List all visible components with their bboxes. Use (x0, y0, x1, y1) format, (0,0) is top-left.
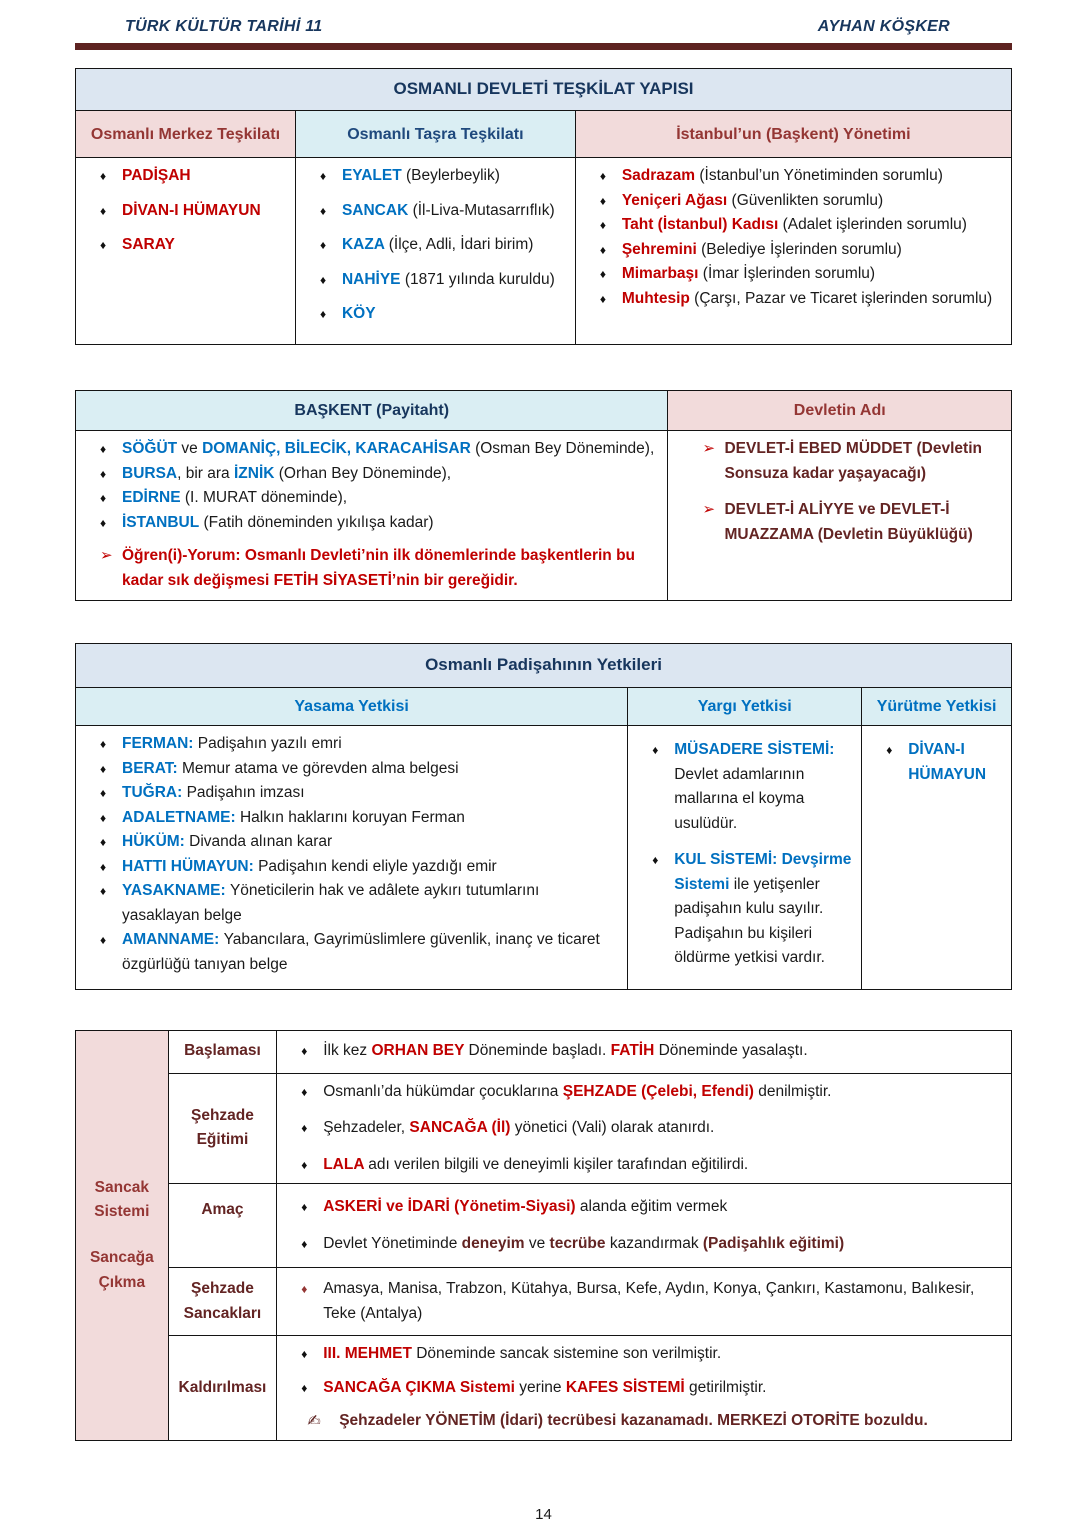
list-item (285, 1116, 1003, 1140)
row-content-sehzade-sancaklari (277, 1268, 1012, 1336)
list-item (84, 732, 619, 756)
row-label-kaldirilmasi: Kaldırılması (168, 1336, 277, 1441)
list-item (304, 164, 567, 188)
diamond-bullet-icon: ♦ (301, 1282, 308, 1297)
diamond-bullet-icon: ♦ (100, 933, 107, 948)
list-item (84, 164, 287, 188)
list-item (84, 233, 287, 257)
list-item (84, 511, 659, 535)
list-item (84, 462, 659, 486)
list-item-text: EYALET (Beylerbeylik) (341, 167, 500, 185)
diamond-bullet-icon: ♦ (301, 1044, 308, 1059)
list-item (84, 855, 619, 879)
list-item (304, 233, 567, 257)
table4-side-cell (76, 1030, 169, 1441)
list-item-text: SANCAK (İl-Liva-Mutasarrıflık) (341, 201, 555, 219)
arrow-bullet-icon: ➢ (702, 501, 716, 519)
diamond-bullet-icon: ♦ (100, 810, 107, 825)
list-item (84, 199, 287, 223)
list-item (686, 498, 1003, 547)
table2-left-cell (76, 431, 668, 601)
list-item-text: TUĞRA: Padişahın imzası (122, 784, 305, 802)
arrow-bullet-icon: ➢ (702, 440, 716, 458)
list-item (584, 262, 1003, 286)
list-item-text: YASAKNAME: Yöneticilerin hak ve adâlete aykırı tutumlarını yasaklayan belge (122, 882, 540, 924)
list-item (84, 806, 619, 830)
list-item-text: III. MEHMET Döneminde sancak sistemine son verilmiştir. (323, 1345, 722, 1363)
row-content-baslamasi (277, 1030, 1012, 1073)
list-item-text: Osmanlı’da hükümdar çocuklarına ŞEHZADE (Çelebi, Efendi) denilmiştir. (323, 1082, 832, 1100)
list-item-text: DİVAN-I HÜMAYUN (908, 741, 987, 783)
table1-col1-header: Osmanlı Merkez Teşkilatı (76, 111, 296, 158)
header-rule-divider (75, 43, 1012, 50)
table3-yasama-header: Yasama Yetkisi (76, 688, 628, 726)
diamond-bullet-icon: ♦ (100, 786, 107, 801)
list-item (285, 1342, 1003, 1366)
diamond-bullet-icon: ♦ (652, 743, 659, 758)
diamond-bullet-icon: ♦ (100, 238, 107, 253)
list-item-text: PADİŞAH (122, 167, 191, 185)
table-baskent (75, 390, 1012, 601)
list-item (84, 830, 619, 854)
list-item-text: Amasya, Manisa, Trabzon, Kütahya, Bursa, Kefe, Aydın, Konya, Çankırı, Kastamonu, Balıkesir, Teke (Antalya) (323, 1280, 975, 1322)
side-label-bottom: Sancağa Çıkma (89, 1249, 154, 1291)
sub-note-text: Şehzadeler YÖNETİM (İdari) tecrübesi kazanamadı. MERKEZİ OTORİTE bozuldu. (339, 1412, 928, 1430)
sub-note-item (285, 1409, 1003, 1434)
list-item-text: MÜSADERE SİSTEMİ: Devlet adamlarının mallarına el koyma usulüdür. (674, 741, 835, 832)
list-item-text: KUL SİSTEMİ: Devşirme Sistemi ile yetişenler padişahın kulu sayılır. Padişahın bu kişileri öldürme yetkisi vardır. (674, 851, 852, 967)
row-label-sehzade-egitimi: Şehzade Eğitimi (168, 1073, 277, 1183)
list-item (84, 879, 619, 928)
list-item (584, 164, 1003, 188)
row-label-baslamasi: Başlaması (168, 1030, 277, 1073)
diamond-bullet-icon: ♦ (599, 291, 606, 306)
list-item-text: Taht (İstanbul) Kadısı (Adalet işlerinden sorumlu) (621, 216, 967, 234)
list-item-text: BURSA, bir ara İZNİK (Orhan Bey Döneminde), (122, 464, 452, 482)
table3-title: Osmanlı Padişahının Yetkileri (76, 644, 1012, 688)
list-item-text: HATTI HÜMAYUN: Padişahın kendi eliyle yazdığı emir (122, 857, 497, 875)
list-item (84, 928, 619, 977)
list-item-text: Sadrazam (İstanbul’un Yönetiminden sorumlu) (621, 167, 943, 185)
diamond-bullet-icon: ♦ (886, 743, 893, 758)
list-item (636, 738, 853, 836)
list-item-text: SANCAĞA ÇIKMA Sistemi yerine KAFES SİSTEMİ getirilmiştir. (323, 1378, 767, 1396)
diamond-bullet-icon: ♦ (301, 1084, 308, 1099)
arrow-bullet-icon: ➢ (100, 547, 113, 565)
list-item-text: SÖĞÜT ve DOMANİÇ, BİLECİK, KARACAHİSAR (Osman Bey Döneminde), (122, 440, 655, 458)
row-label-sehzade-sancaklari: Şehzade Sancakları (168, 1268, 277, 1336)
list-item-text: Devlet Yönetiminde deneyim ve tecrübe kazandırmak (Padişahlık eğitimi) (323, 1234, 845, 1252)
diamond-bullet-icon: ♦ (599, 242, 606, 257)
diamond-bullet-icon: ♦ (301, 1236, 308, 1251)
diamond-bullet-icon: ♦ (100, 515, 107, 530)
list-item (870, 738, 1003, 787)
list-item (304, 199, 567, 223)
list-item (304, 302, 567, 326)
diamond-bullet-icon: ♦ (100, 859, 107, 874)
list-item (285, 1232, 1003, 1256)
diamond-bullet-icon: ♦ (599, 193, 606, 208)
diamond-bullet-icon: ♦ (301, 1200, 308, 1215)
list-item (285, 1080, 1003, 1104)
list-item-text: Şehzadeler, SANCAĞA (İl) yönetici (Vali) olarak atanırdı. (323, 1119, 715, 1137)
diamond-bullet-icon: ♦ (319, 203, 327, 218)
list-item (84, 486, 659, 510)
table1-col3-cell (575, 158, 1011, 345)
list-item-text: LALA adı verilen bilgili ve deneyimli kişiler tarafından eğitilirdi. (323, 1155, 749, 1173)
list-item-text: İSTANBUL (Fatih döneminden yıkılışa kadar) (122, 513, 434, 531)
diamond-bullet-icon: ♦ (301, 1157, 308, 1172)
diamond-bullet-icon: ♦ (319, 238, 327, 253)
table-teskilat-yapisi (75, 68, 1012, 345)
table2-right-header: Devletin Adı (668, 391, 1012, 431)
diamond-bullet-icon: ♦ (652, 853, 659, 868)
note-text: Öğren(i)-Yorum: Osmanlı Devleti’nin ilk dönemlerinde başkentlerin bu kadar sık değişmesi FETİH SİYASETİ’nin bir gereğidir. (122, 547, 636, 589)
table3-yurutme-cell (862, 726, 1012, 989)
diamond-bullet-icon: ♦ (301, 1347, 308, 1362)
list-item (84, 437, 659, 461)
table1-title: OSMANLI DEVLETİ TEŞKİLAT YAPISI (76, 69, 1012, 111)
list-item (285, 1153, 1003, 1177)
table2-right-cell (668, 431, 1012, 601)
list-item-text: AMANNAME: Yabancılara, Gayrimüslimlere güvenlik, inanç ve ticaret özgürlüğü tanıyan belge (122, 931, 600, 973)
list-item (285, 1039, 1003, 1063)
list-item-text: Mimarbaşı (İmar İşlerinden sorumlu) (621, 265, 876, 283)
list-item (584, 213, 1003, 237)
list-item-text: Yeniçeri Ağası (Güvenlikten sorumlu) (621, 191, 884, 209)
list-item (584, 189, 1003, 213)
diamond-bullet-icon: ♦ (100, 884, 107, 899)
list-item-text: Şehremini (Belediye İşlerinden sorumlu) (621, 240, 902, 258)
list-item-text: DİVAN-I HÜMAYUN (122, 201, 261, 219)
table1-col3-header: İstanbul’un (Başkent) Yönetimi (575, 111, 1011, 158)
diamond-bullet-icon: ♦ (319, 169, 327, 184)
writing-hand-icon: ✍ (307, 1413, 321, 1431)
diamond-bullet-icon: ♦ (100, 737, 107, 752)
list-item-text: ASKERİ ve İDARİ (Yönetim-Siyasi) alanda eğitim vermek (323, 1198, 728, 1216)
list-item-text: NAHİYE (1871 yılında kuruldu) (341, 270, 555, 288)
table1-col1-cell (76, 158, 296, 345)
list-item-text: HÜKÜM: Divanda alınan karar (122, 833, 333, 851)
diamond-bullet-icon: ♦ (100, 491, 107, 506)
list-item (285, 1195, 1003, 1219)
table3-yargi-header: Yargı Yetkisi (628, 688, 862, 726)
diamond-bullet-icon: ♦ (301, 1121, 308, 1136)
table-padisah-yetkileri (75, 643, 1012, 989)
list-item-text: Muhtesip (Çarşı, Pazar ve Ticaret işlerinden sorumlu) (621, 289, 993, 307)
diamond-bullet-icon: ♦ (301, 1380, 308, 1395)
row-content-sehzade-egitimi (277, 1073, 1012, 1183)
diamond-bullet-icon: ♦ (599, 218, 606, 233)
list-item (584, 287, 1003, 311)
list-item (304, 268, 567, 292)
side-label-top: Sancak Sistemi (94, 1178, 150, 1220)
diamond-bullet-icon: ♦ (599, 169, 606, 184)
table2-left-header: BAŞKENT (Payitaht) (76, 391, 668, 431)
row-content-amac (277, 1184, 1012, 1268)
list-item (584, 238, 1003, 262)
header-left-text: TÜRK KÜLTÜR TARİHİ 11 (125, 18, 323, 35)
list-item (84, 781, 619, 805)
list-item-text: KÖY (341, 305, 376, 323)
page-number: 14 (535, 1506, 552, 1524)
diamond-bullet-icon: ♦ (319, 307, 327, 322)
table3-yargi-cell (628, 726, 862, 989)
diamond-bullet-icon: ♦ (100, 203, 107, 218)
list-item-text: BERAT: Memur atama ve görevden alma belgesi (122, 759, 459, 777)
row-content-kaldirilmasi (277, 1336, 1012, 1441)
list-item (636, 848, 853, 970)
list-item-text: KAZA (İlçe, Adli, İdari birim) (341, 236, 534, 254)
table-sancak-sistemi (75, 1030, 1012, 1442)
list-item (285, 1277, 1003, 1326)
diamond-bullet-icon: ♦ (319, 272, 327, 287)
header-right-text: AYHAN KÖŞKER (817, 18, 950, 35)
diamond-bullet-icon: ♦ (100, 835, 107, 850)
diamond-bullet-icon: ♦ (100, 442, 107, 457)
list-item-text: FERMAN: Padişahın yazılı emri (122, 735, 342, 753)
list-item-text: DEVLET-İ EBED MÜDDET (Devletin Sonsuza kadar yaşayacağı) (724, 440, 982, 482)
diamond-bullet-icon: ♦ (599, 267, 606, 282)
list-item-text: EDİRNE (I. MURAT döneminde), (122, 489, 348, 507)
table3-yurutme-header: Yürütme Yetkisi (862, 688, 1012, 726)
list-item (686, 437, 1003, 486)
table1-col2-cell (295, 158, 575, 345)
diamond-bullet-icon: ♦ (100, 466, 107, 481)
note-item (84, 544, 659, 593)
list-item-text: ADALETNAME: Halkın haklarını koruyan Ferman (122, 808, 465, 826)
list-item (285, 1376, 1003, 1400)
page-header (75, 14, 1012, 39)
list-item (84, 757, 619, 781)
list-item-text: DEVLET-İ ALİYYE ve DEVLET-İ MUAZZAMA (Devletin Büyüklüğü) (724, 501, 973, 543)
row-label-amac: Amaç (168, 1184, 277, 1268)
table1-col2-header: Osmanlı Taşra Teşkilatı (295, 111, 575, 158)
table3-yasama-cell (76, 726, 628, 989)
diamond-bullet-icon: ♦ (100, 761, 107, 776)
list-item-text: İlk kez ORHAN BEY Döneminde başladı. FATİH Döneminde yasalaştı. (323, 1042, 808, 1060)
list-item-text: SARAY (122, 236, 175, 254)
diamond-bullet-icon: ♦ (100, 169, 107, 184)
